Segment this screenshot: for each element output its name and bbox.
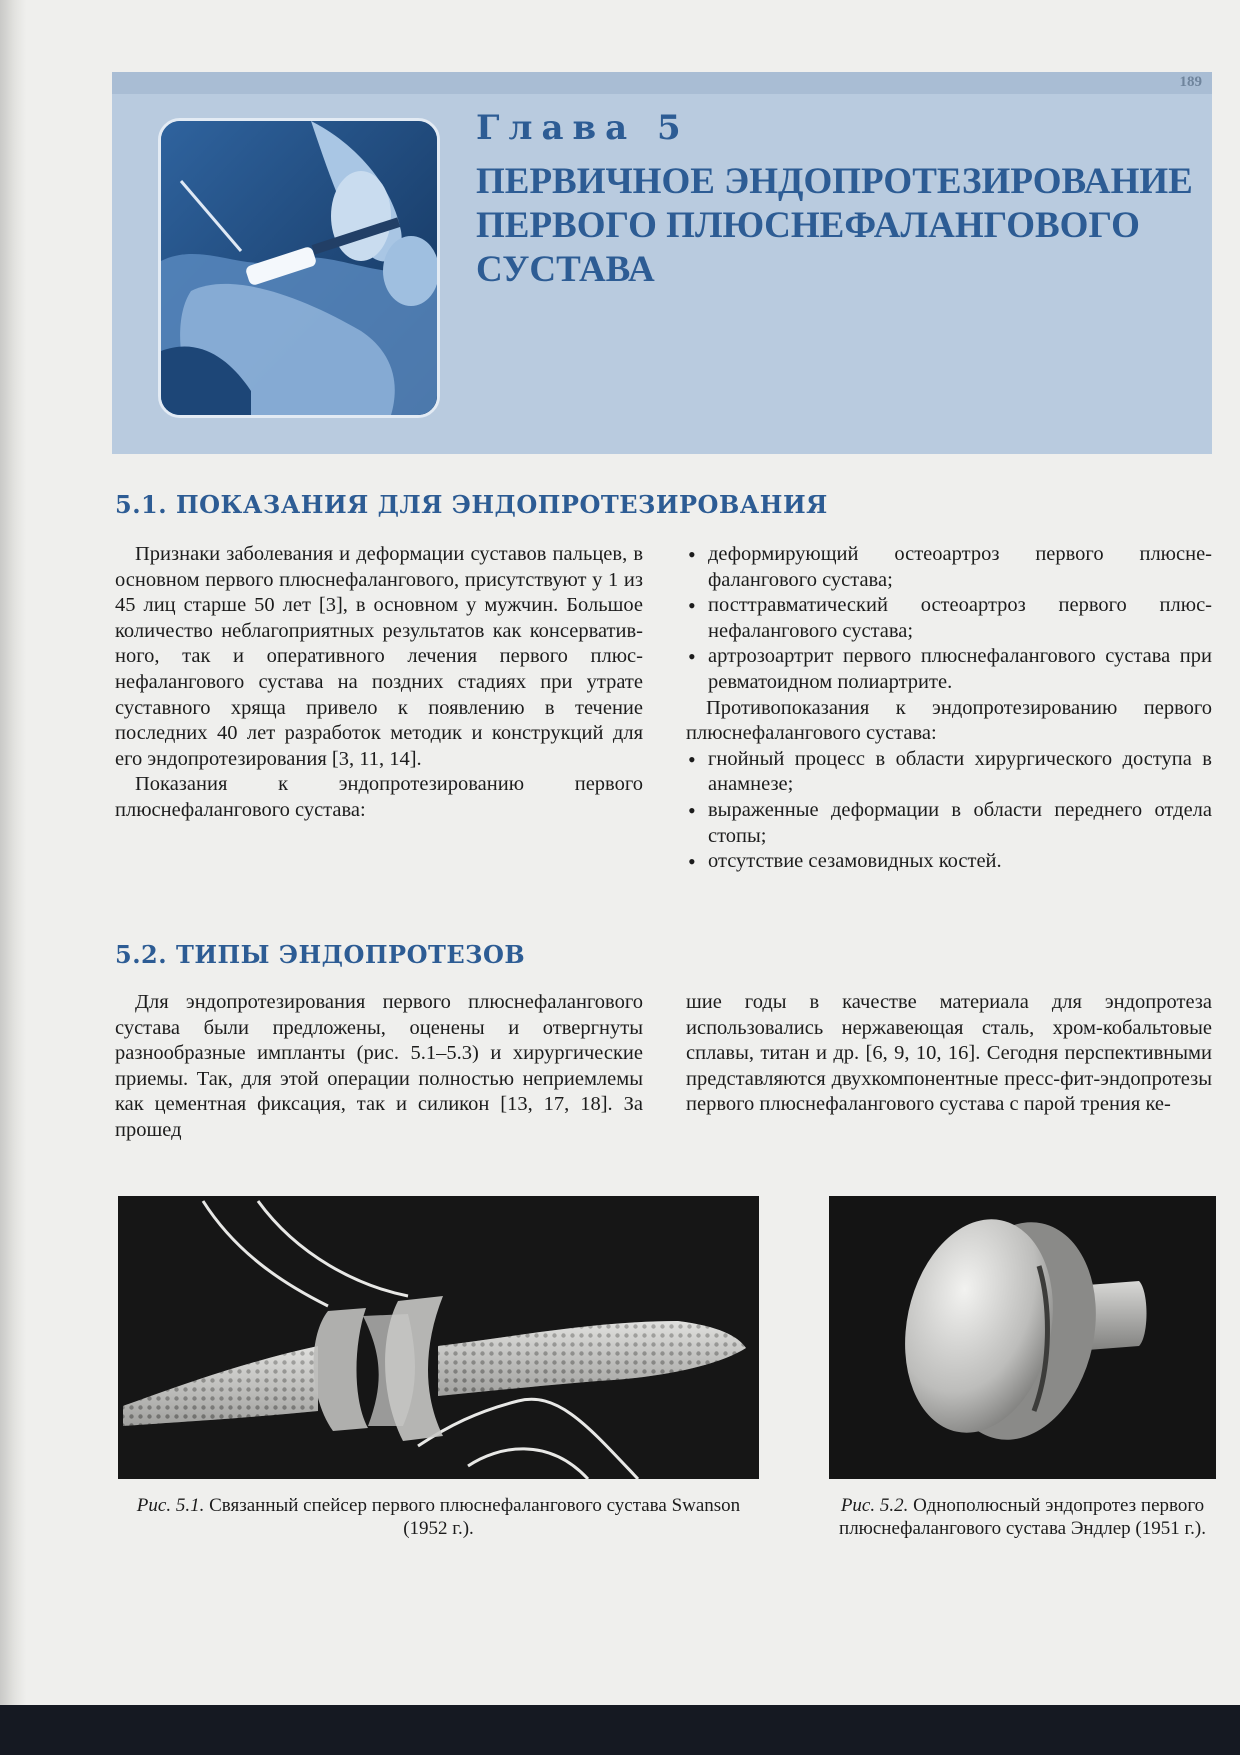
running-header-line <box>112 72 1212 94</box>
scan-bottom-edge <box>0 1705 1240 1755</box>
list-item: • гнойный процесс в области хирургического доступа в анамнезе; <box>686 747 1212 798</box>
chapter-title: ПЕРВИЧНОЕ ЭНДОПРОТЕЗИРОВАНИЕ ПЕРВОГО ПЛЮСНЕФАЛАНГОВОГО СУСТАВА <box>476 161 1193 290</box>
endler-endoprosthesis-illustration <box>829 1196 1216 1479</box>
figure-5-1-image <box>118 1196 759 1479</box>
page-number: 189 <box>1179 74 1202 90</box>
list-item: • выраженные деформации в области переднего отдела стопы; <box>686 798 1212 849</box>
list-item: • деформирующий остеоартроз первого плюснефалангового сустава; <box>686 542 1212 593</box>
section-heading-types: 5.2. ТИПЫ ЭНДОПРОТЕЗОВ <box>115 940 526 969</box>
list-item: • отсутствие сезамовидных костей. <box>686 849 1212 875</box>
figure-5-2-label: Рис. 5.2. <box>840 1495 909 1516</box>
section2-right-column <box>686 990 1212 1118</box>
contraindications-intro: Противопоказания к эндопротезированию первого плюснефалангового сустава: <box>686 696 1212 745</box>
figure-5-2-caption <box>829 1494 1216 1540</box>
figure-5-2-text: Однополюсный эндопротез первого плюснефалангового сустава Эндлер (1951 г.). <box>839 1495 1206 1539</box>
figure-5-1-text: Связанный спейсер первого плюснефалангового сустава Swanson (1952 г.). <box>209 1495 741 1539</box>
section-heading-indications: 5.1. ПОКАЗАНИЯ ДЛЯ ЭНДОПРОТЕЗИРОВАНИЯ <box>115 490 828 519</box>
chapter-photo-surgery <box>158 118 440 418</box>
types-paragraph-left: Для эндопротезирования первого плюснефалангового сустава были предложены, оценены и отвергнуты разнообразные импланты (рис. 5.1–5.3) и хирургические приемы. Так, для этой операции полностью неприемлемы как цементная фиксация, так и силикон [13, 17, 18]. За прошед <box>115 991 643 1141</box>
section1-left-column <box>115 542 643 824</box>
book-binding-shadow <box>0 0 26 1755</box>
indications-list <box>686 542 1212 696</box>
swanson-spacer-illustration <box>118 1196 759 1479</box>
chapter-label: Глава 5 <box>476 108 690 148</box>
contraindications-list <box>686 747 1212 875</box>
figure-5-2-image <box>829 1196 1216 1479</box>
section1-right-column <box>686 542 1212 875</box>
surgery-photo-image <box>161 121 437 415</box>
section2-left-column <box>115 990 643 1144</box>
list-item: • артрозоартрит первого плюснефалангового сустава при ревматоидном полиартрите. <box>686 644 1212 695</box>
figure-5-1-caption <box>118 1494 759 1540</box>
indications-intro-paragraph: Признаки заболевания и деформации суставов пальцев, в основном первого плюснефалангового, присутствуют у 1 из 45 лиц старше 50 лет [3], в основном у мужчин. Большое количество неблагоприятных результатов как консервативного, так и оперативного лечения первого плюснефалангового сустава на поздних стадиях при утрате суставного хряща привело к появлению в течение последних 40 лет разработок методик и конструкций для его эндопротезирования [3, 11, 14]. <box>115 543 643 770</box>
indications-lead-paragraph: Показания к эндопротезированию первого плюснефалангового сустава: <box>115 773 643 821</box>
figure-5-1-label: Рис. 5.1. <box>136 1495 205 1516</box>
types-paragraph-right: шие годы в качестве материала для эндопротеза использовались нержавеющая сталь, хром-кобальтовые сплавы, титан и др. [6, 9, 10, 16]. Сегодня перспективными представляются двухкомпонентные пресс-фит-эндопротезы первого плюснефалангового сустава с парой трения ке- <box>686 991 1212 1116</box>
list-item: • посттравматический остеоартроз первого плюснефалангового сустава; <box>686 593 1212 644</box>
